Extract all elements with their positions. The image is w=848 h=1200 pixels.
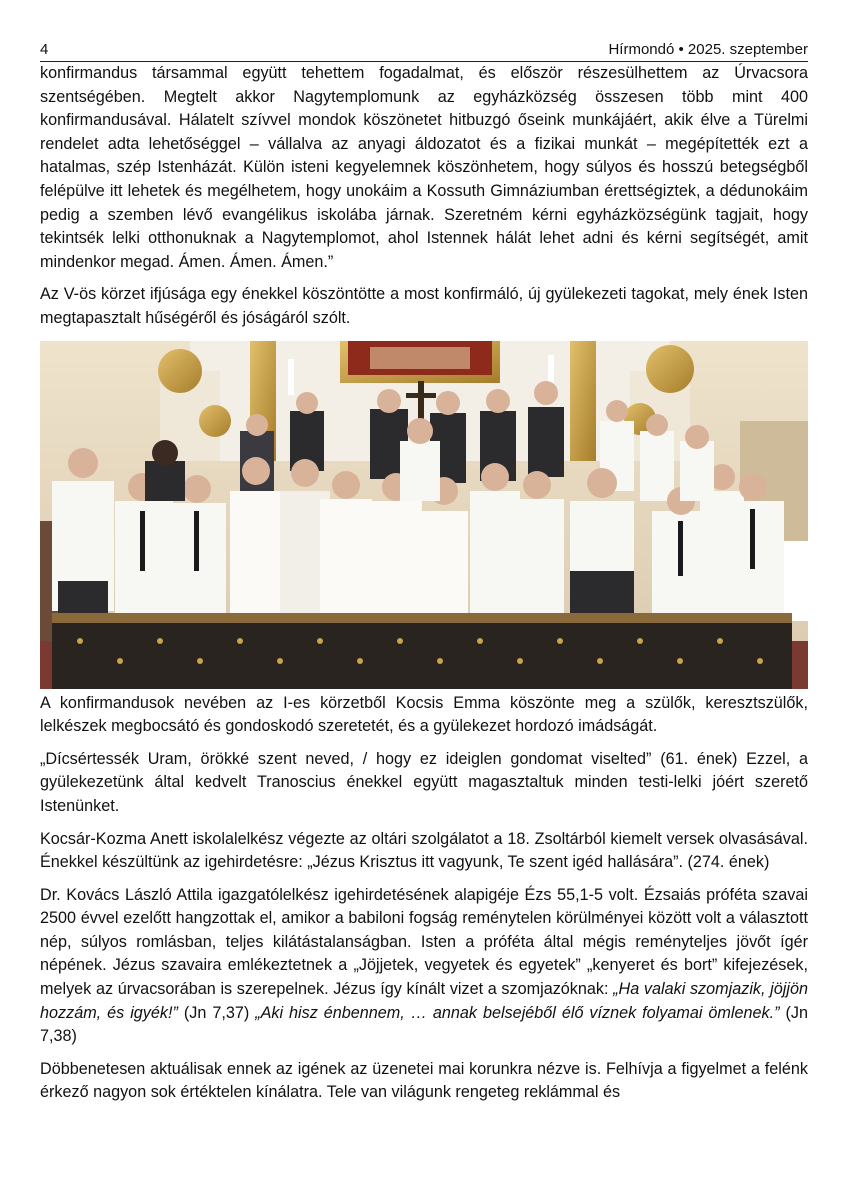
paragraph-sermon [40, 884, 808, 1049]
bible-quote-jn-7-38: „Aki hisz énbennem, … annak belsejéből élő víznek folyamai ömlenek.” [255, 1003, 780, 1022]
paragraph-testimony: konfirmandus társammal együtt tehettem fogadalmat, és először részesülhettem az Úrvacsora szentségében. Megtelt akkor Nagytemplomunk az egyházközség összesen több mint 400 konfirmandusával. Hálatelt szívvel mondok köszönetet hitbuzgó őseink munkájáért, akik élve a Türelmi rendelet adta lehetőséggel – vállalva az anyagi áldozatot és a fizikai munkát – megépítették ezt a hatalmas, szép Istenházát. Külön isteni kegyelemnek köszönhetem, hogy súlyos és hosszú betegségből felépülve itt lehetek és megélhetem, hogy unokáim a Kossuth Gimnáziumban érettségiztek, a dédunokáim pedig a szemben lévő evangélikus iskolába járnak. Szeretném kérni egyházközségünk tagjait, hogy tekintsék lelki otthonuknak a Nagytemplomot, ahol Istennek hálát lehet adni és kérni segítségét, amit mindenkor megad. Ámen. Ámen. Ámen.” [40, 64, 808, 271]
confirmation-group-photo [40, 341, 808, 689]
bible-reference-2: (Jn 7,38) [40, 1003, 808, 1046]
paragraph-message: Döbbenetesen aktuálisak ennek az igének az üzenetei mai korunkra nézve is. Felhívja a figyelmet a felénk érkező nagyon sok értéktelen kínálatra. Tele van világunk rengeteg reklámmal és [40, 1059, 808, 1102]
paragraph-altar-service: Kocsár-Kozma Anett iskolalelkész végezte az oltári szolgálatot a 18. Zsoltárból kiemelt versek olvasásával. Énekkel készültünk az igehirdetésre: „Jézus Krisztus itt vagyunk, Te szent igéd hallására”. (274. ének) [40, 829, 808, 872]
page-header [40, 40, 808, 62]
paragraph-hymn-61: „Dícsértessék Uram, örökké szent neved, / hogy ez ideiglen gondomat viselted” (61. ének) Ezzel, a gyülekezetünk által kedvelt Tranoscius énekkel együtt magasztaltuk minden testi-lelki jóért szerető Istenünket. [40, 749, 808, 815]
bible-reference-1: (Jn 7,37) [177, 1003, 256, 1022]
page [40, 40, 808, 1105]
photo-caption: A konfirmandusok nevében az I-es körzetből Kocsis Emma köszönte meg a szülők, keresztszülők, lelkészek megbocsátó és gondoskodó szeretetét, és a gyülekezet hordozó imádságát. [40, 693, 808, 736]
page-number: 4 [40, 41, 49, 58]
bible-quote-jn-7-37: „Ha valaki szomjazik, jöjjön hozzám, és igyék!” [40, 980, 808, 1022]
paragraph-youth-song: Az V-ös körzet ifjúsága egy énekkel köszöntötte a most konfirmáló, új gyülekezeti tagokat, mely ének Isten megtapasztalt hűségéről és jóságáról szólt. [40, 285, 808, 327]
sermon-text: Dr. Kovács László Attila igazgatólelkész igehirdetésének alapigéje Ézs 55,1-5 volt. Ézsaiás próféta szavai 2500 évvel ezelőtt hangzottak el, amikor a babiloni fogság reménytelen körülményei között volt a választott nép, súlyos romlásban, teljes kilátástalanságban. Isten a próféta által mégis reményteljes jövőt ígér népének. Jézus szavaira emlékeztetnek a „Jöjjetek, vegyetek és egyetek” „kenyeret és bort” kifejezések, melyek az úrvacsorában is szerepelnek. Jézus így kínált vizet a szomjazóknak: [40, 885, 808, 999]
publication-title: Hírmondó • 2025. szeptember [608, 41, 808, 58]
